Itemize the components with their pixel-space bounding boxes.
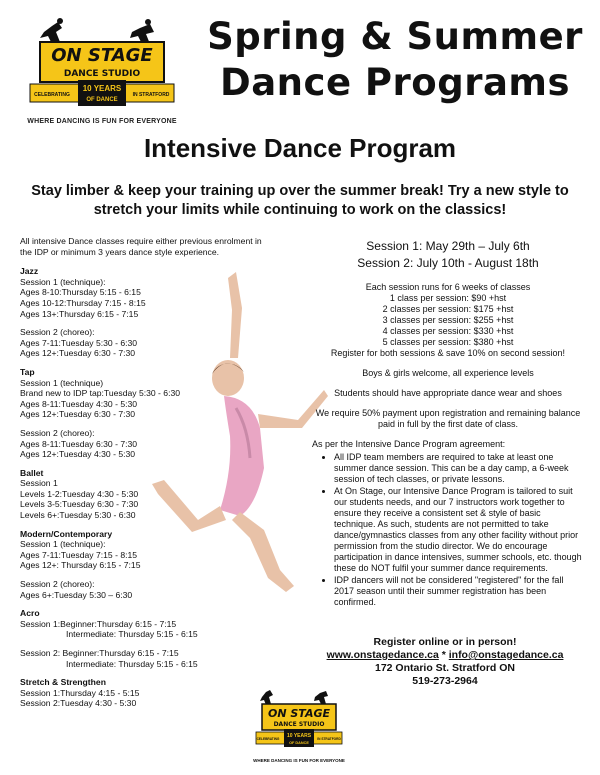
schedule-line: Ages 8-11:Tuesday 4:30 - 5:30 [20, 398, 138, 409]
schedule-line: Ages 7-11:Tuesday 7:15 - 8:15 [20, 549, 138, 560]
schedule-line: Session 1 (technique): [20, 276, 106, 287]
pricing-line: Register for both sessions & save 10% on second session! [330, 348, 566, 358]
page-title [205, 14, 585, 106]
schedule-line: Ages 10-12:Thursday 7:15 - 8:15 [20, 297, 146, 308]
session-1-dates: Session 1: May 29th – July 6th [366, 239, 530, 253]
class-schedule [20, 236, 275, 709]
address: 172 Ontario St. Stratford ON [374, 662, 516, 674]
schedule-line: Ages 6+:Tuesday 5:30 – 6:30 [20, 589, 133, 600]
schedule-line: Session 2 (choreo): [20, 327, 95, 338]
agreement-item: • All IDP team members are required to take at least one summer dance session. This can be a day camp, a 6-week session of tech classes, or private lessons. [334, 452, 584, 485]
logo-in-stratford: IN STRATFORD [132, 92, 170, 98]
separator: * [441, 649, 446, 661]
program-subtitle: Intensive Dance Program [143, 133, 457, 163]
section-tap [20, 367, 275, 460]
pricing-line: 4 classes per session: $330 +hst [382, 326, 514, 336]
schedule-line: Ages 12+:Tuesday 4:30 - 5:30 [20, 449, 136, 460]
schedule-line: Session 1:Beginner:Thursday 6:15 - 7:15 [20, 618, 177, 629]
agreement-item: • IDP dancers will not be considered "registered" for the fall 2017 season until their summer registration has been confirmed. [334, 575, 584, 608]
schedule-line: Session 2: Beginner:Thursday 6:15 - 7:15 [20, 648, 179, 658]
studio-logo [22, 18, 182, 125]
boys-girls-note: Boys & girls welcome, all experience levels [362, 368, 534, 378]
logo-small-celebrating: CELEBRATING [256, 737, 280, 741]
schedule-line: Brand new to IDP tap:Tuesday 5:30 - 6:30 [20, 388, 181, 399]
session-2-dates: Session 2: July 10th - August 18th [357, 256, 539, 270]
schedule-line: Levels 6+:Tuesday 5:30 - 6:30 [20, 510, 136, 521]
requirement-note: All intensive Dance classes require either previous enrolment in the IDP or minimum 3 years dance style experience. [20, 236, 262, 257]
pricing-line: 2 classes per session: $175 +hst [382, 304, 514, 314]
logo-small-of-dance: OF DANCE [289, 741, 309, 745]
schedule-line: Ages 8-10:Thursday 5:15 - 6:15 [20, 287, 141, 298]
schedule-line: Session 1 [20, 478, 58, 489]
schedule-line: Session 1:Thursday 4:15 - 5:15 [20, 687, 140, 698]
pricing-line: 3 classes per session: $255 +hst [382, 315, 514, 325]
section-title: Stretch & Strengthen [20, 677, 106, 688]
schedule-line: Session 2 (choreo): [20, 579, 95, 590]
schedule-line: Ages 7-11:Tuesday 5:30 - 6:30 [20, 337, 138, 348]
dancewear-note: Students should have appropriate dance wear and shoes [334, 388, 562, 398]
pricing-line: 1 class per session: $90 +hst [389, 293, 507, 303]
schedule-line: Intermediate: Thursday 5:15 - 6:15 [66, 629, 198, 640]
email-link[interactable]: info@onstagedance.ca [448, 649, 564, 661]
schedule-line: Session 2 (choreo): [20, 427, 95, 438]
agreement-intro: As per the Intensive Dance Program agreement: [312, 439, 506, 449]
schedule-line: Levels 1-2:Tuesday 4:30 - 5:30 [20, 488, 139, 499]
logo-small-name2: DANCE STUDIO [273, 721, 325, 728]
website-link[interactable]: www.onstagedance.ca [326, 649, 439, 661]
logo-tagline: WHERE DANCING IS FUN FOR EVERYONE [27, 118, 177, 125]
schedule-line: Ages 12+: Thursday 6:15 - 7:15 [20, 560, 141, 571]
section-jazz [20, 266, 275, 359]
section-stretch [20, 677, 275, 709]
schedule-line: Levels 3-5:Tuesday 6:30 - 7:30 [20, 499, 139, 510]
intro-text: Stay limber & keep your training up over the summer break! Try a new style to stretch your limits while continuing to work on the classics! [31, 183, 569, 218]
logo-of-dance: OF DANCE [86, 97, 118, 103]
section-title: Tap [20, 366, 35, 377]
schedule-line: Ages 12+:Tuesday 6:30 - 7:30 [20, 409, 136, 420]
schedule-line: Intermediate: Thursday 5:15 - 6:15 [66, 658, 198, 669]
pricing-line: Each session runs for 6 weeks of classes [365, 282, 531, 292]
schedule-line: Ages 12+:Tuesday 6:30 - 7:30 [20, 348, 136, 359]
register-heading: Register online or in person! [373, 636, 517, 648]
section-title: Acro [20, 608, 40, 619]
logo-celebrating: CELEBRATING [34, 92, 70, 98]
section-modern [20, 529, 275, 601]
agreement-item: • At On Stage, our Intensive Dance Program is tailored to suit our students needs, and our 7 instructors work together to ensure they receive a consistent set & style of basic technique. As such, students are not permitted to take dance/gymnastics classes from any other facility without prior permission from the studio director. We do encourage participation in dance intensives, summer schools, etc. though these do NOT fulfil your summer dance requirements. [334, 486, 584, 574]
schedule-line: Session 2:Tuesday 4:30 - 5:30 [20, 698, 137, 709]
schedule-line: Ages 8-11:Tuesday 6:30 - 7:30 [20, 438, 138, 449]
pricing [312, 282, 584, 359]
logo-small-in-stratford: IN STRATFORD [317, 737, 341, 741]
session-dates [312, 238, 584, 272]
title-line-1: Spring & Summer [207, 15, 583, 58]
logo-years: 10 YEARS [82, 84, 122, 93]
schedule-line: Session 1 (technique) [20, 377, 104, 388]
logo-small-name: ON STAGE [267, 707, 331, 720]
section-title: Jazz [20, 266, 39, 277]
studio-logo-small [253, 688, 345, 763]
registration-info [300, 636, 590, 688]
logo-small-tagline: WHERE DANCING IS FUN FOR EVERYONE [253, 758, 345, 763]
title-line-2: Dance Programs [220, 61, 570, 104]
schedule-line: Session 1 (technique): [20, 539, 106, 550]
section-title: Modern/Contemporary [20, 528, 113, 539]
payment-note: We require 50% payment upon registration and remaining balance paid in full by the first date of class. [315, 408, 581, 429]
section-acro [20, 608, 275, 669]
agreement-list [312, 452, 584, 608]
section-title: Ballet [20, 467, 44, 478]
logo-name2: DANCE STUDIO [63, 69, 141, 79]
logo-graphic [22, 18, 182, 118]
contact-line [300, 649, 590, 662]
program-details [312, 238, 584, 609]
schedule-line: Ages 13+:Thursday 6:15 - 7:15 [20, 308, 139, 319]
logo-name: ON STAGE [51, 45, 153, 66]
phone: 519-273-2964 [412, 675, 478, 687]
section-ballet [20, 468, 275, 521]
logo-small-graphic [254, 688, 344, 756]
pricing-line: 5 classes per session: $380 +hst [382, 337, 514, 347]
logo-small-years: 10 YEARS [286, 733, 312, 739]
